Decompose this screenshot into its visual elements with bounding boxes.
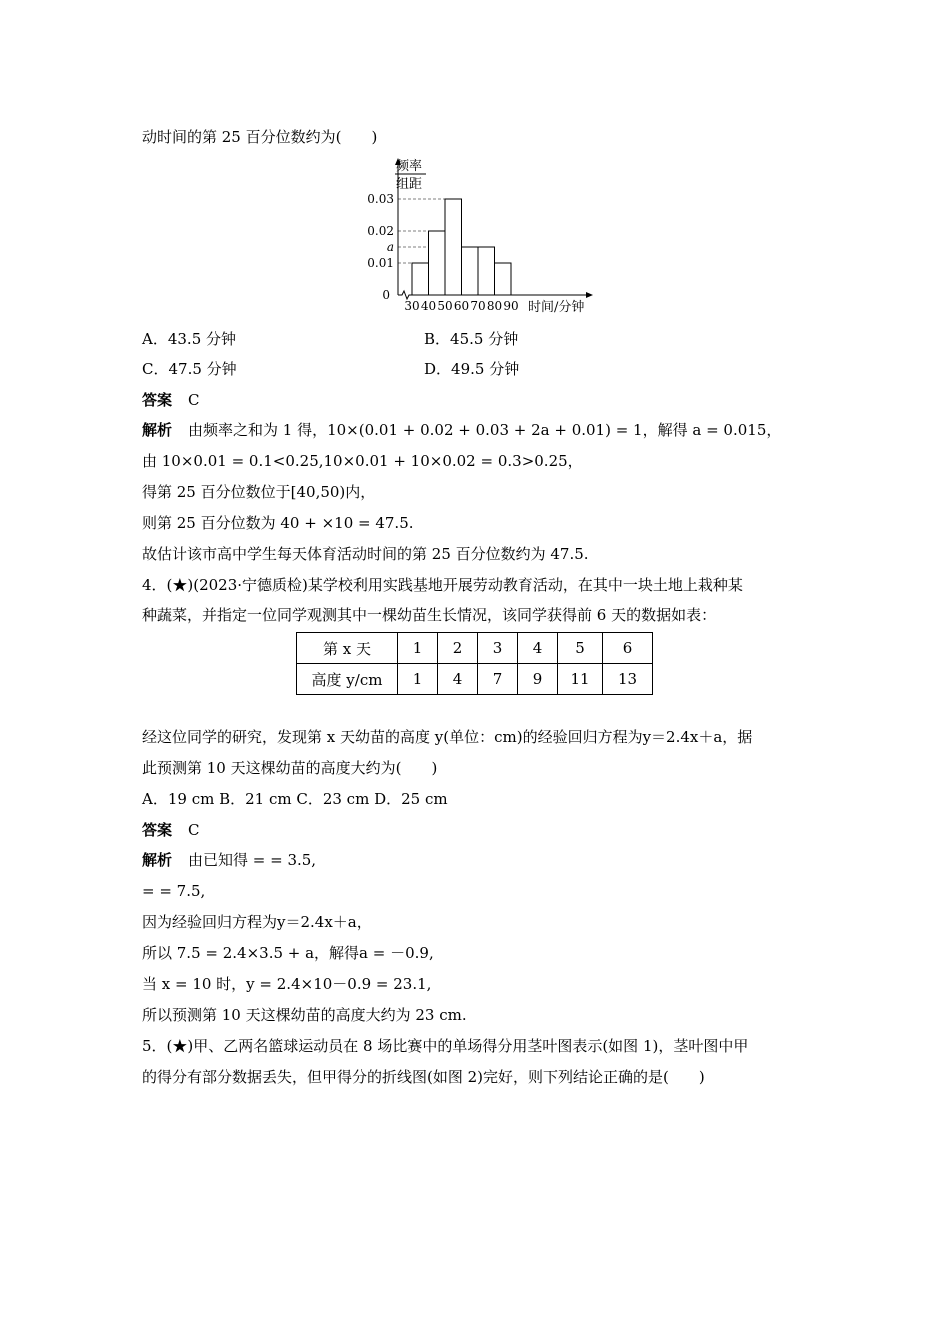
answer-value: C <box>188 821 200 839</box>
table-cell: 4 <box>438 664 478 695</box>
answer-row <box>142 820 200 840</box>
table-cell: 6 <box>603 633 653 664</box>
y-axis-title-numerator: 频率 <box>396 159 423 174</box>
data-table <box>296 632 653 695</box>
question-stem: 经这位同学的研究，发现第 x 天幼苗的高度 y(单位：cm)的经验回归方程为y＝2.4x＋a，据 <box>142 728 753 746</box>
option-d: D．49.5 分钟 <box>424 360 520 378</box>
frequency-histogram <box>350 155 600 320</box>
table-cell: 4 <box>518 633 558 664</box>
x-tick-label: 80 <box>486 299 503 313</box>
x-tick-label: 70 <box>470 299 486 313</box>
table-header-cell: 第 x 天 <box>297 633 398 664</box>
answer-label: 答案 <box>142 821 173 839</box>
y-tick-label: 0.03 <box>367 192 394 206</box>
histogram-bar <box>412 263 429 295</box>
question-stem: 5．(★)甲、乙两名篮球运动员在 8 场比赛中的单场得分用茎叶图表示(如图 1)，茎叶图中甲 <box>142 1037 749 1055</box>
options-line: A．19 cm B．21 cm C．23 cm D．25 cm <box>142 790 448 808</box>
analysis-line: 得第 25 百分位数位于[40,50)内， <box>142 483 376 501</box>
question-stem-continuation: 动时间的第 25 百分位数约为( ) <box>142 128 378 146</box>
y-tick-label: a <box>386 240 394 254</box>
analysis-line: 所以 7.5 = 2.4×3.5 + a，解得a = －0.9, <box>142 944 434 962</box>
table-cell: 1 <box>398 633 438 664</box>
y-tick-label: 0.02 <box>367 224 394 238</box>
analysis-line: 故估计该市高中学生每天体育活动时间的第 25 百分位数约为 47.5. <box>142 545 589 563</box>
analysis-line: = = 7.5, <box>142 882 206 900</box>
analysis-label: 解析 <box>142 421 173 439</box>
table-cell: 11 <box>558 664 603 695</box>
option-c: C．47.5 分钟 <box>142 360 237 378</box>
x-axis-arrow <box>586 292 593 298</box>
analysis-line: 则第 25 百分位数为 40 + ×10 = 47.5. <box>142 514 414 532</box>
table-cell: 2 <box>438 633 478 664</box>
analysis-line: 所以预测第 10 天这棵幼苗的高度大约为 23 cm. <box>142 1006 467 1024</box>
option-a: A．43.5 分钟 <box>142 330 236 348</box>
table-cell: 5 <box>558 633 603 664</box>
x-tick-label: 40 <box>420 299 437 313</box>
histogram-bar <box>462 247 479 295</box>
x-tick-label: 50 <box>437 299 453 313</box>
histogram-bar <box>478 247 495 295</box>
y-axis-title-denominator: 组距 <box>396 177 423 192</box>
table-cell: 1 <box>398 664 438 695</box>
analysis-line: 解析 由频率之和为 1 得，10×(0.01 + 0.02 + 0.03 + 2a + 0.01) = 1，解得 a = 0.015， <box>142 421 782 439</box>
x-tick-label: 60 <box>453 299 470 313</box>
question-stem: 此预测第 10 天这棵幼苗的高度大约为( ) <box>142 759 438 777</box>
analysis-line: 因为经验回归方程为y＝2.4x＋a， <box>142 913 372 931</box>
table-row <box>297 664 653 695</box>
analysis-line: 当 x = 10 时，y = 2.4×10－0.9 = 23.1, <box>142 975 432 993</box>
table-row <box>297 633 653 664</box>
answer-row <box>142 390 200 410</box>
table-cell: 7 <box>478 664 518 695</box>
x-tick-label: 90 <box>503 299 519 313</box>
table-cell: 3 <box>478 633 518 664</box>
option-b: B．45.5 分钟 <box>424 330 519 348</box>
question-stem: 4．(★)(2023·宁德质检)某学校利用实践基地开展劳动教育活动，在其中一块土地上栽种某 <box>142 576 743 594</box>
table-cell: 13 <box>603 664 653 695</box>
answer-label: 答案 <box>142 391 173 409</box>
histogram-bar <box>445 199 462 295</box>
answer-value: C <box>188 391 200 409</box>
histogram-bar <box>495 263 512 295</box>
x-tick-label: 30 <box>404 299 420 313</box>
question-stem: 种蔬菜，并指定一位同学观测其中一棵幼苗生长情况，该同学获得前 6 天的数据如表： <box>142 606 717 624</box>
y-tick-label: 0.01 <box>367 256 394 270</box>
origin-label: 0 <box>382 288 390 302</box>
table-header-cell: 高度 y/cm <box>297 664 398 695</box>
table-cell: 9 <box>518 664 558 695</box>
question-stem: 的得分有部分数据丢失，但甲得分的折线图(如图 2)完好，则下列结论正确的是( ) <box>142 1068 705 1086</box>
x-axis-title: 时间/分钟 <box>528 300 585 315</box>
analysis-label: 解析 <box>142 851 173 869</box>
histogram-bar <box>429 231 446 295</box>
analysis-line: 解析 由已知得 = = 3.5, <box>142 851 317 869</box>
analysis-line: 由 10×0.01 = 0.1<0.25,10×0.01 + 10×0.02 = 0.3>0.25， <box>142 452 583 470</box>
